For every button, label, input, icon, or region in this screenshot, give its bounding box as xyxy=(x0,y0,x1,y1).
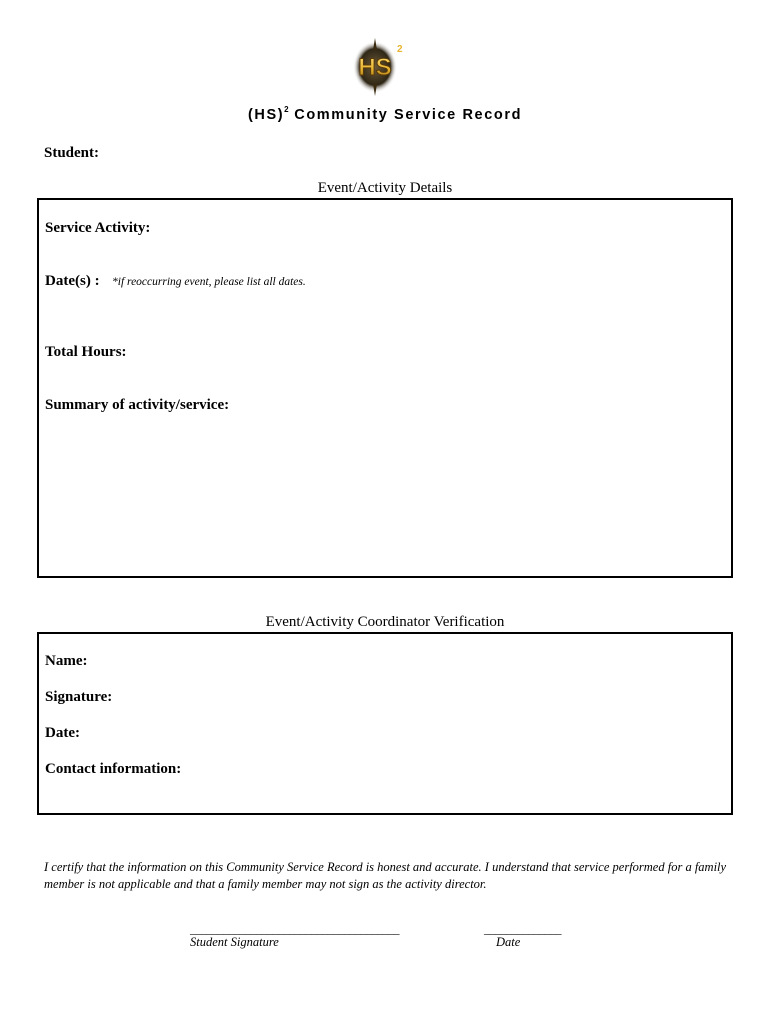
verification-heading: Event/Activity Coordinator Verification xyxy=(265,614,505,630)
page-title xyxy=(0,106,770,123)
event-details-heading: Event/Activity Details xyxy=(317,180,453,196)
title-superscript: 2 xyxy=(284,105,289,114)
contact-information-label: Contact information: xyxy=(45,761,182,777)
date-signature-line: ______________ xyxy=(484,922,561,936)
service-activity-label: Service Activity: xyxy=(45,220,151,236)
event-details-box xyxy=(37,198,733,578)
certification-statement: I certify that the information on this Community Service Record is honest and accurate. I understand that service performed for a family member is not applicable and that a family member may not sign as the activity director. xyxy=(44,860,727,891)
student-signature-line: ______________________________________ xyxy=(190,922,399,936)
total-hours-label: Total Hours: xyxy=(45,344,127,360)
dates-label: Date(s) : xyxy=(45,273,100,289)
hs2-logo xyxy=(344,36,410,96)
summary-label: Summary of activity/service: xyxy=(45,397,230,413)
verification-box xyxy=(37,632,733,815)
student-signature-caption: Student Signature xyxy=(190,935,279,949)
coordinator-date-label: Date: xyxy=(45,725,80,741)
title-main: (HS) xyxy=(247,106,285,123)
logo-text: HS xyxy=(358,54,392,81)
date-signature-caption: Date xyxy=(496,935,521,949)
logo-superscript: 2 xyxy=(397,44,403,55)
title-rest: Community Service Record xyxy=(294,106,523,123)
coordinator-name-label: Name: xyxy=(45,653,88,669)
coordinator-signature-label: Signature: xyxy=(45,689,113,705)
student-label: Student: xyxy=(44,145,100,161)
dates-note: *if reoccurring event, please list all dates. xyxy=(112,276,306,288)
